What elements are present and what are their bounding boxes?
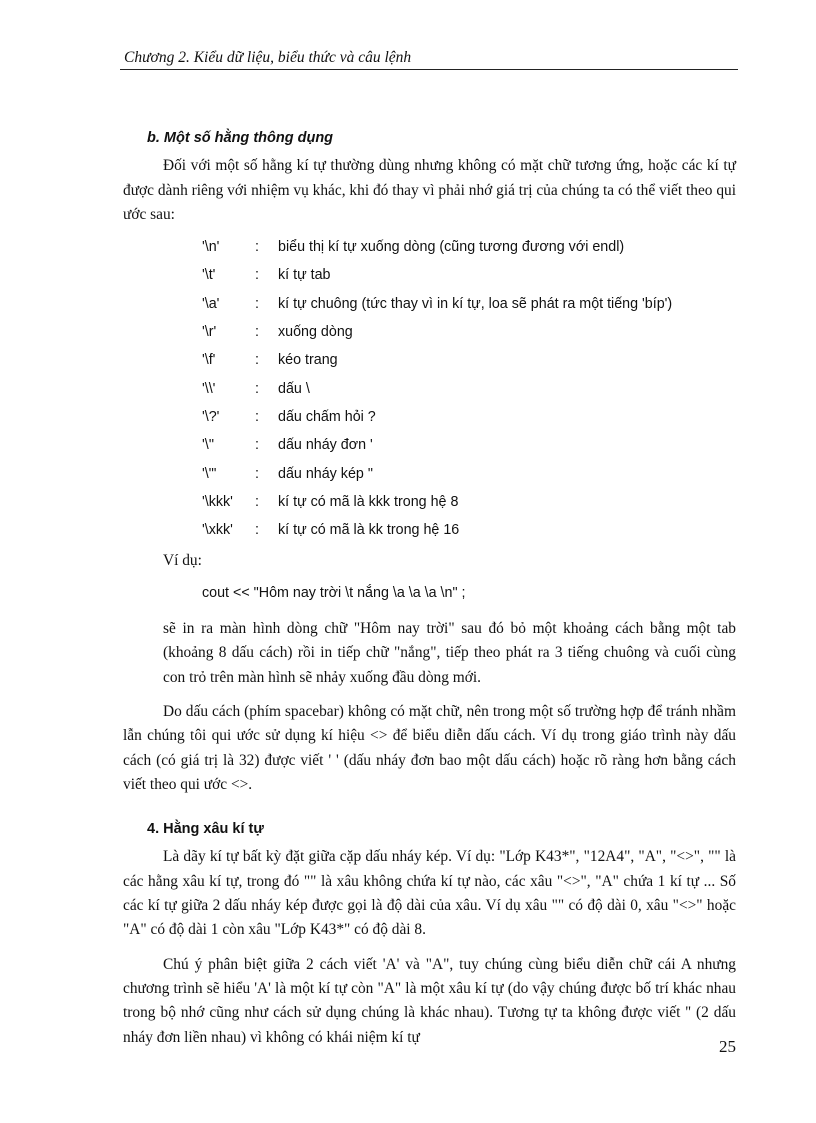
escape-description: kí tự chuông (tức thay vì in kí tự, loa sẽ phát ra một tiếng 'bíp')	[278, 295, 673, 312]
escape-row	[202, 431, 736, 459]
running-header: Chương 2. Kiểu dữ liệu, biểu thức và câu lệnh	[124, 49, 412, 66]
escape-description: kí tự tab	[278, 267, 331, 284]
section-b-heading: b. Một số hằng thông dụng	[147, 130, 334, 146]
escape-code: '\\'	[202, 380, 216, 397]
escape-colon: :	[255, 324, 259, 341]
escape-row	[202, 375, 736, 403]
escape-row	[202, 261, 736, 289]
page-number: 25	[719, 1037, 736, 1056]
escape-colon: :	[255, 239, 259, 256]
escape-colon: :	[255, 267, 259, 284]
escape-colon: :	[255, 352, 259, 369]
escape-code: '\n'	[202, 239, 220, 256]
escape-colon: :	[255, 408, 259, 425]
escape-row	[202, 488, 736, 516]
escape-row	[202, 403, 736, 431]
escape-row	[202, 516, 736, 544]
escape-row	[202, 318, 736, 346]
escape-colon: :	[255, 295, 259, 312]
escape-row	[202, 290, 736, 318]
section-b-intro: Đối với một số hằng kí tự thường dùng nhưng không có mặt chữ tương ứng, hoặc các kí tự được dành riêng với nhiệm vụ khác, khi đó thay vì phải nhớ giá trị của chúng ta có thể viết theo qui ước sau:	[123, 157, 736, 223]
header-divider	[120, 69, 738, 70]
section-4-heading: 4. Hằng xâu kí tự	[147, 821, 264, 838]
escape-sequence-list	[202, 233, 736, 544]
space-note: Do dấu cách (phím spacebar) không có mặt chữ, nên trong một số trường hợp để tránh nhầm lẫn chúng tôi qui ước sử dụng kí hiệu <> để biểu diễn dấu cách. Ví dụ trong giáo trình này dấu cách (có giá trị là 32) được viết ' ' (dấu nháy đơn bao một dấu cách) hoặc rõ ràng hơn bằng cách viết theo qui ước <>.	[123, 702, 736, 793]
escape-code: '\''	[202, 437, 215, 454]
escape-code: '\a'	[202, 295, 220, 312]
escape-colon: :	[255, 493, 259, 510]
escape-colon: :	[255, 522, 259, 539]
escape-description: biểu thị kí tự xuống dòng (cũng tương đương với endl)	[278, 239, 625, 256]
escape-code: '\xkk'	[202, 522, 233, 539]
escape-description: dấu \	[278, 380, 310, 397]
code-explanation: sẽ in ra màn hình dòng chữ "Hôm nay trời" sau đó bỏ một khoảng cách bằng một tab (khoảng 8 dấu cách) rồi in tiếp chữ "nắng", tiếp theo phát ra 3 tiếng chuông và cuối cùng con trỏ trên màn hình sẽ nhảy xuống đầu dòng mới.	[163, 620, 736, 686]
escape-description: xuống dòng	[278, 324, 353, 341]
escape-code: '\t'	[202, 267, 216, 284]
escape-description: kéo trang	[278, 352, 338, 369]
escape-code: '\kkk'	[202, 493, 233, 510]
escape-code: '\?'	[202, 408, 220, 425]
escape-description: dấu nháy đơn '	[278, 437, 373, 454]
code-example: cout << "Hôm nay trời \t nắng \a \a \a \n" ;	[202, 584, 466, 601]
escape-row	[202, 233, 736, 261]
escape-colon: :	[255, 437, 259, 454]
escape-code: '\r'	[202, 324, 217, 341]
escape-colon: :	[255, 465, 259, 482]
escape-row	[202, 460, 736, 488]
escape-code: '\"'	[202, 465, 217, 482]
escape-code: '\f'	[202, 352, 216, 369]
escape-description: dấu chấm hỏi ?	[278, 408, 376, 425]
escape-colon: :	[255, 380, 259, 397]
example-label: Ví dụ:	[163, 552, 202, 570]
escape-description: kí tự có mã là kkk trong hệ 8	[278, 493, 459, 510]
page-content	[123, 126, 736, 1050]
escape-row	[202, 346, 736, 374]
string-const-paragraph-1: Là dãy kí tự bất kỳ đặt giữa cặp dấu nháy kép. Ví dụ: "Lớp K43*", "12A4", "A", "<>", "" là các hằng xâu kí tự, trong đó "" là xâu không chứa kí tự nào, các xâu "<>", "A" chứa 1 kí tự ... Số các kí tự giữa 2 dấu nháy kép được gọi là độ dài của xâu. Ví dụ xâu "" có độ dài 0, xâu "<>" hoặc "A" có độ dài 1 còn xâu "Lớp K43*" có độ dài 8.	[123, 848, 736, 939]
escape-description: dấu nháy kép "	[278, 465, 373, 482]
string-const-paragraph-2: Chú ý phân biệt giữa 2 cách viết 'A' và "A", tuy chúng cùng biểu diễn chữ cái A nhưng chương trình sẽ hiểu 'A' là một kí tự còn "A" là một xâu kí tự (do vậy chúng được bố trí khác nhau trong bộ nhớ cũng như cách sử dụng chúng là khác nhau). Tương tự ta không được viết '' (2 dấu nháy đơn liền nhau) vì không có khái niệm kí tự	[123, 955, 736, 1046]
escape-description: kí tự có mã là kk trong hệ 16	[278, 522, 460, 539]
